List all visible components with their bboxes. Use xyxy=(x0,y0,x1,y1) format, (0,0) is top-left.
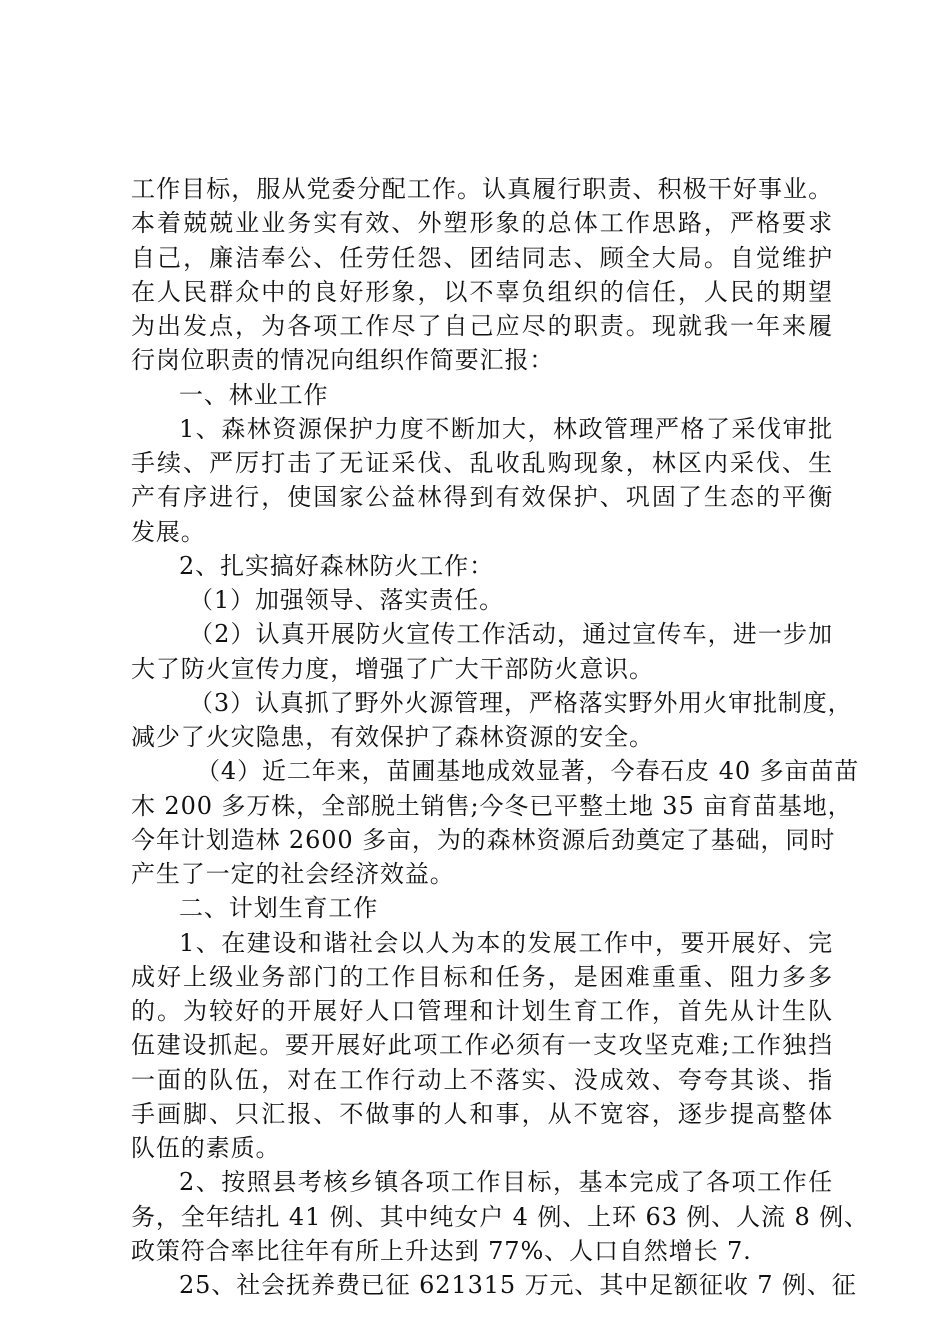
list-item-line: （4）近二年来，苗圃基地成效显著，今春石皮 40 多亩苗苗 xyxy=(196,757,860,786)
section-heading-forestry: 一、林业工作 xyxy=(179,380,329,409)
paragraph-line: 队伍的素质。 xyxy=(131,1134,281,1162)
list-item-line: （3）认真抓了野外火源管理，严格落实野外用火审批制度， xyxy=(189,688,853,717)
paragraph-line: 本着兢兢业业务实有效、外塑形象的总体工作思路，严格要求 xyxy=(131,209,833,238)
paragraph-line: 25、社会抚养费已征 621315 万元、其中足额征收 7 例、征 xyxy=(179,1271,857,1299)
paragraph-line: 木 200 多万株，全部脱土销售;今冬已平整土地 35 亩育苗基地， xyxy=(131,791,853,820)
paragraph-line: 政策符合率比往年有所上升达到 77%、人口自然增长 7. xyxy=(131,1236,752,1265)
paragraph-line: 2、扎实搞好森林防火工作： xyxy=(179,551,494,580)
paragraph-line: 大了防火宣传力度，增强了广大干部防火意识。 xyxy=(131,654,654,683)
paragraph-line: 今年计划造林 2600 多亩，为的森林资源后劲奠定了基础，同时 xyxy=(131,825,836,854)
paragraph-line: 产有序进行，使国家公益林得到有效保护、巩固了生态的平衡 xyxy=(131,483,833,512)
document-body xyxy=(131,172,869,1302)
paragraph-line: 成好上级业务部门的工作目标和任务，是困难重重、阻力多多 xyxy=(131,962,833,991)
paragraph-line: 1、在建设和谐社会以人为本的发展工作中，要开展好、完 xyxy=(179,928,833,957)
paragraph-line: 务，全年结扎 41 例、其中纯女户 4 例、上环 63 例、人流 8 例、 xyxy=(131,1202,869,1231)
list-item-line: （2）认真开展防火宣传工作活动，通过宣传车，进一步加 xyxy=(189,620,833,649)
paragraph-line: 伍建设抓起。要开展好此项工作必须有一支攻坚克难;工作独挡 xyxy=(131,1031,833,1060)
paragraph-line: 为出发点，为各项工作尽了自己应尽的职责。现就我一年来履 xyxy=(131,312,833,340)
paragraph-line: 在人民群众中的良好形象，以不辜负组织的信任，人民的期望 xyxy=(131,277,833,306)
paragraph-line: 产生了一定的社会经济效益。 xyxy=(131,860,455,888)
paragraph-line: 一面的队伍，对在工作行动上不落实、没成效、夸夸其谈、指 xyxy=(131,1065,833,1094)
paragraph-line: 发展。 xyxy=(131,517,206,546)
paragraph-line: 的。为较好的开展好人口管理和计划生育工作，首先从计生队 xyxy=(131,997,833,1025)
list-item-line: （1）加强领导、落实责任。 xyxy=(189,586,504,614)
paragraph-line: 手画脚、只汇报、不做事的人和事，从不宽容，逐步提高整体 xyxy=(131,1099,833,1128)
paragraph-line: 2、按照县考核乡镇各项工作目标，基本完成了各项工作任 xyxy=(179,1168,833,1197)
paragraph-line: 1、森林资源保护力度不断加大，林政管理严格了采伐审批 xyxy=(179,414,833,443)
paragraph-line: 自己，廉洁奉公、任劳任怨、团结同志、顾全大局。自觉维护 xyxy=(131,243,833,272)
paragraph-line: 手续、严厉打击了无证采伐、乱收乱购现象，林区内采伐、生 xyxy=(131,449,833,477)
paragraph-line: 工作目标，服从党委分配工作。认真履行职责、积极干好事业。 xyxy=(131,175,833,203)
paragraph-line: 减少了火灾隐患，有效保护了森林资源的安全。 xyxy=(131,723,654,751)
section-heading-family-planning: 二、计划生育工作 xyxy=(179,894,379,923)
paragraph-line: 行岗位职责的情况向组织作简要汇报： xyxy=(131,346,555,375)
